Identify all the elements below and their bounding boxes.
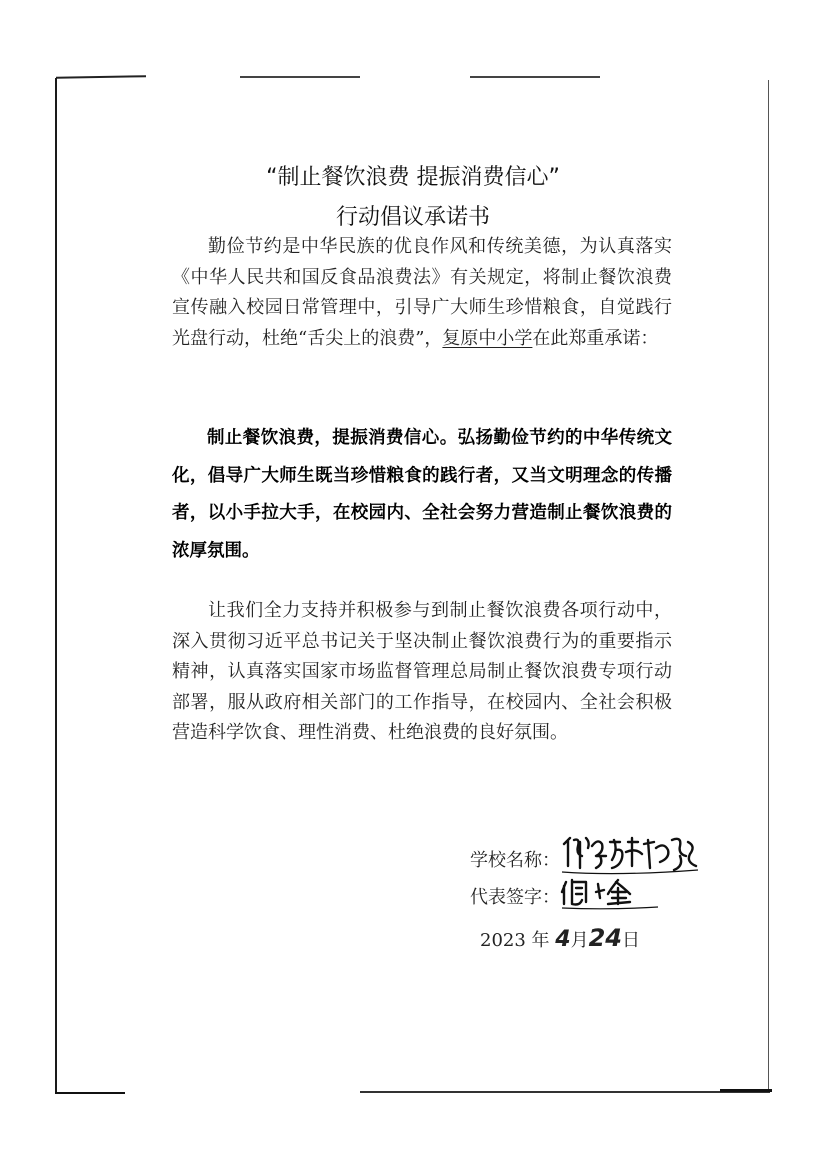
frame-edge	[55, 1092, 125, 1094]
paragraph-intro: 勤俭节约是中华民族的优良作风和传统美德，为认真落实《中华人民共和国反食品浪费法》有关规定，将制止餐饮浪费宣传融入校园日常管理中，引导广大师生珍惜粮食，自觉践行光盘行动，杜绝“舌尖上的浪费”，复原中小学在此郑重承诺：	[172, 236, 672, 349]
frame-edge	[360, 1091, 770, 1093]
paragraph-closing: 让我们全力支持并积极参与到制止餐饮浪费各项行动中，深入贯彻习近平总书记关于坚决制止餐饮浪费行为的重要指示精神，认真落实国家市场监督管理总局制止餐饮浪费专项行动部署，服从政府相关部门的工作指导，在校园内、全社会积极营造科学饮食、理性消费、杜绝浪费的良好氛围。	[172, 600, 672, 743]
date-day-unit: 日	[621, 930, 640, 951]
date-year: 2023 年	[480, 930, 550, 951]
paragraph-pledge-bold: 制止餐饮浪费，提振消费信心。弘扬勤俭节约的中华传统文化，倡导广大师生既当珍惜粮食的践行者，又当文明理念的传播者，以小手拉大手，在校园内、全社会努力营造制止餐饮浪费的浓厚氛围。	[172, 428, 672, 561]
school-name-label: 学校名称：	[470, 850, 560, 871]
date-month-handwritten: 4	[555, 927, 571, 952]
representative-handwritten-signature	[560, 874, 660, 910]
school-name-handwritten-signature	[560, 832, 700, 876]
frame-edge	[240, 76, 360, 78]
frame-edge	[768, 80, 769, 1090]
frame-edge	[56, 75, 146, 79]
frame-edge	[470, 76, 600, 78]
frame-edge	[720, 1089, 772, 1092]
date-month-unit: 月	[570, 930, 589, 951]
school-name-underlined: 复原中小学	[442, 327, 533, 349]
representative-signature-label: 代表签字：	[470, 887, 560, 908]
document-title: “制止餐饮浪费 提振消费信心”	[266, 165, 560, 190]
date-line	[480, 924, 640, 952]
document-subtitle: 行动倡议承诺书	[335, 205, 490, 230]
date-day-handwritten: 24	[588, 924, 622, 952]
